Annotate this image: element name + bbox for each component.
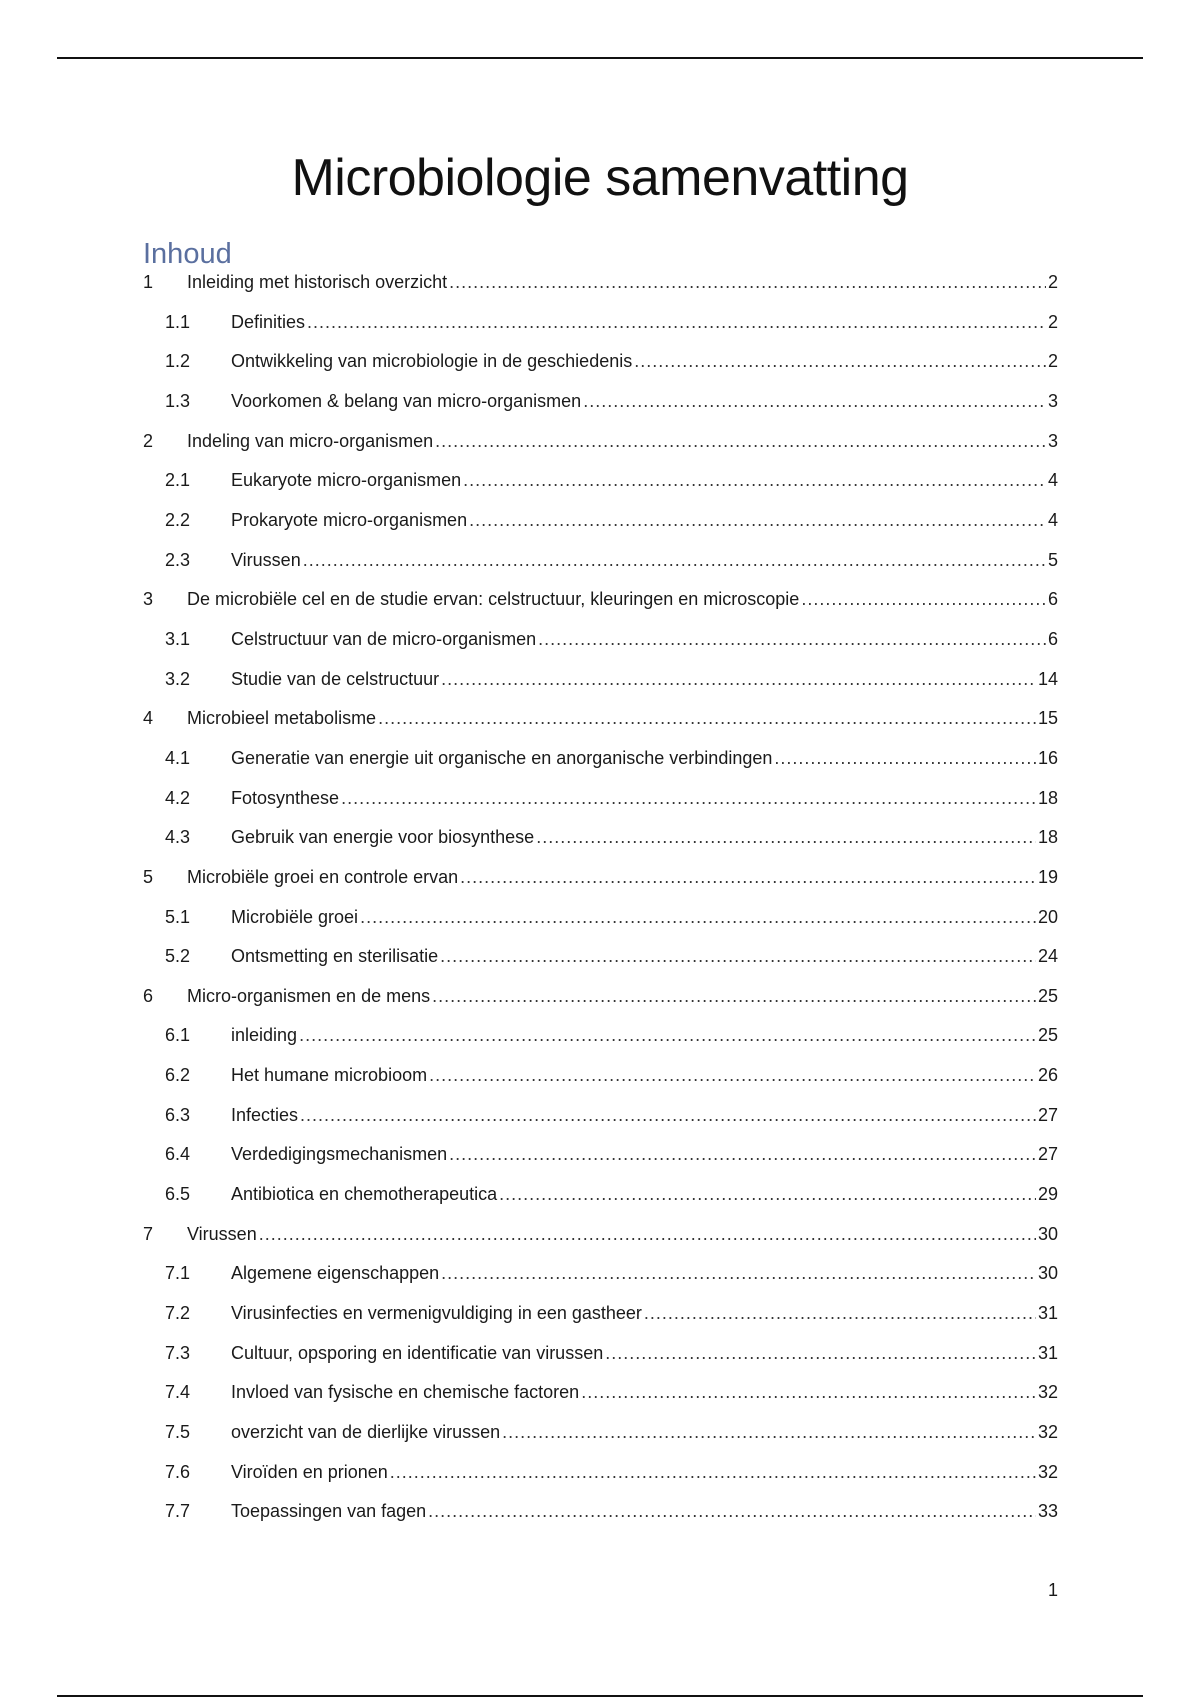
toc-dot-leader (360, 907, 1036, 928)
toc-dot-leader (583, 391, 1046, 412)
toc-entry-subsection[interactable] (143, 946, 1058, 986)
toc-entry-subsection[interactable] (143, 1065, 1058, 1105)
page-number: 1 (1047, 1580, 1058, 1600)
toc-entry-number: 6.3 (165, 1104, 191, 1125)
toc-entry-page: 31 (1037, 1303, 1058, 1324)
toc-entry-section[interactable] (143, 589, 1058, 629)
toc-dot-leader (634, 351, 1046, 372)
toc-entry-number: 7.5 (165, 1422, 191, 1443)
toc-dot-leader (429, 1065, 1036, 1086)
toc-entry-label: Prokaryote micro-organismen (231, 509, 468, 530)
toc-entry-number: 6 (143, 985, 154, 1006)
toc-entry-number: 2.2 (165, 509, 191, 530)
toc-entry-page: 32 (1037, 1422, 1058, 1443)
toc-dot-leader (469, 510, 1046, 531)
toc-entry-page: 20 (1037, 906, 1058, 927)
toc-dot-leader (307, 312, 1046, 333)
toc-entry-page: 30 (1037, 1223, 1058, 1244)
toc-entry-number: 6.2 (165, 1065, 191, 1086)
toc-dot-leader (300, 1105, 1036, 1126)
toc-entry-label: Verdedigingsmechanismen (231, 1144, 448, 1165)
toc-dot-leader (341, 788, 1036, 809)
toc-entry-page: 4 (1047, 509, 1058, 530)
toc-entry-number: 3.1 (165, 628, 191, 649)
toc-entry-subsection[interactable] (143, 470, 1058, 510)
toc-entry-number: 7.6 (165, 1461, 191, 1482)
toc-entry-section[interactable] (143, 272, 1058, 312)
toc-entry-page: 18 (1037, 787, 1058, 808)
toc-entry-label: Het humane microbioom (231, 1065, 428, 1086)
toc-dot-leader (605, 1343, 1036, 1364)
toc-entry-label: Ontsmetting en sterilisatie (231, 946, 439, 967)
toc-entry-number: 7.1 (165, 1263, 191, 1284)
toc-entry-subsection[interactable] (143, 1263, 1058, 1303)
toc-entry-number: 7.3 (165, 1342, 191, 1363)
toc-dot-leader (259, 1224, 1036, 1245)
toc-entry-number: 3.2 (165, 668, 191, 689)
toc-entry-label: Microbiële groei en controle ervan (187, 866, 459, 887)
toc-entry-number: 1.1 (165, 311, 191, 332)
toc-entry-label: Fotosynthese (231, 787, 340, 808)
toc-dot-leader (774, 748, 1036, 769)
toc-entry-number: 6.5 (165, 1184, 191, 1205)
toc-dot-leader (390, 1462, 1036, 1483)
toc-entry-page: 33 (1037, 1501, 1058, 1522)
toc-dot-leader (428, 1501, 1036, 1522)
toc-entry-number: 7.4 (165, 1382, 191, 1403)
toc-entry-label: Invloed van fysische en chemische factoren (231, 1382, 580, 1403)
toc-entry-page: 2 (1047, 311, 1058, 332)
toc-entry-number: 1.3 (165, 390, 191, 411)
toc-entry-subsection[interactable] (143, 550, 1058, 590)
toc-entry-subsection[interactable] (143, 1105, 1058, 1145)
toc-entry-subsection[interactable] (143, 312, 1058, 352)
toc-entry-subsection[interactable] (143, 669, 1058, 709)
toc-entry-number: 7.7 (165, 1501, 191, 1522)
toc-entry-page: 2 (1047, 272, 1058, 292)
toc-dot-leader (432, 986, 1036, 1007)
toc-dot-leader (303, 550, 1046, 571)
footer-rule (57, 1695, 1143, 1697)
toc-entry-subsection[interactable] (143, 1025, 1058, 1065)
toc-entry-number: 5 (143, 866, 154, 887)
toc-entry-page: 25 (1037, 985, 1058, 1006)
toc-entry-page: 32 (1037, 1382, 1058, 1403)
toc-entry-page: 16 (1037, 747, 1058, 768)
toc-entry-number: 7.2 (165, 1303, 191, 1324)
toc-entry-label: Studie van de celstructuur (231, 668, 440, 689)
toc-entry-page: 30 (1037, 1263, 1058, 1284)
toc-entry-label: Algemene eigenschappen (231, 1263, 440, 1284)
toc-entry-section[interactable] (143, 1224, 1058, 1264)
toc-entry-label: overzicht van de dierlijke virussen (231, 1422, 501, 1443)
toc-entry-section[interactable] (143, 867, 1058, 907)
toc-entry-subsection[interactable] (143, 351, 1058, 391)
toc-entry-page: 4 (1047, 470, 1058, 491)
toc-entry-label: Virussen (231, 549, 301, 570)
toc-entry-subsection[interactable] (143, 1462, 1058, 1502)
toc-entry-number: 7 (143, 1223, 154, 1244)
toc-entry-section[interactable] (143, 431, 1058, 471)
toc-entry-number: 5.1 (165, 906, 191, 927)
toc-entry-label: Micro-organismen en de mens (187, 985, 431, 1006)
toc-entry-label: Gebruik van energie voor biosynthese (231, 827, 535, 848)
toc-dot-leader (449, 1144, 1036, 1165)
toc-entry-label: Toepassingen van fagen (231, 1501, 427, 1522)
toc-entry-label: Infecties (231, 1104, 299, 1125)
toc-entry-subsection[interactable] (143, 788, 1058, 828)
toc-entry-subsection[interactable] (143, 1303, 1058, 1343)
toc-entry-page: 25 (1037, 1025, 1058, 1046)
toc-entry-page: 29 (1037, 1184, 1058, 1205)
toc-entry-subsection[interactable] (143, 1422, 1058, 1462)
toc-entry-label: Indeling van micro-organismen (187, 430, 434, 451)
toc-entry-number: 1 (143, 272, 154, 292)
toc-entry-page: 14 (1037, 668, 1058, 689)
toc-dot-leader (581, 1382, 1036, 1403)
toc-entry-label: inleiding (231, 1025, 298, 1046)
toc-entry-page: 15 (1037, 708, 1058, 729)
toc-entry-label: Definities (231, 311, 306, 332)
toc-dot-leader (536, 827, 1036, 848)
toc-dot-leader (538, 629, 1046, 650)
toc-entry-label: Microbiële groei (231, 906, 359, 927)
toc-entry-page: 5 (1047, 549, 1058, 570)
toc-entry-label: Eukaryote micro-organismen (231, 470, 462, 491)
toc-dot-leader (441, 669, 1036, 690)
toc-entry-label: Virusinfecties en vermenigvuldiging in een gastheer (231, 1303, 642, 1324)
toc-entry-label: Ontwikkeling van microbiologie in de geschiedenis (231, 351, 633, 372)
toc-entry-subsection[interactable] (143, 827, 1058, 867)
toc-entry-page: 27 (1037, 1104, 1058, 1125)
toc-entry-label: Voorkomen & belang van micro-organismen (231, 390, 582, 411)
header-rule (57, 57, 1143, 59)
toc-dot-leader (644, 1303, 1036, 1324)
toc-entry-subsection[interactable] (143, 1343, 1058, 1383)
toc-entry-number: 2.3 (165, 549, 191, 570)
toc-entry-page: 3 (1047, 390, 1058, 411)
toc-entry-subsection[interactable] (143, 391, 1058, 431)
toc-entry-label: Inleiding met historisch overzicht (187, 272, 448, 292)
toc-entry-subsection[interactable] (143, 629, 1058, 669)
toc-entry-number: 4.2 (165, 787, 191, 808)
toc-entry-page: 31 (1037, 1342, 1058, 1363)
toc-entry-number: 6.4 (165, 1144, 191, 1165)
toc-dot-leader (801, 589, 1046, 610)
toc-entry-page: 32 (1037, 1461, 1058, 1482)
toc-entry-section[interactable] (143, 986, 1058, 1026)
toc-dot-leader (441, 1263, 1036, 1284)
toc-entry-number: 5.2 (165, 946, 191, 967)
toc-entry-page: 2 (1047, 351, 1058, 372)
toc-entry-subsection[interactable] (143, 907, 1058, 947)
toc-entry-number: 4.1 (165, 747, 191, 768)
toc-entry-label: Microbieel metabolisme (187, 708, 377, 729)
toc-entry-label: Generatie van energie uit organische en anorganische verbindingen (231, 747, 773, 768)
toc-entry-number: 4 (143, 708, 154, 729)
toc-entry-page: 19 (1037, 866, 1058, 887)
toc-entry-number: 2.1 (165, 470, 191, 491)
toc-entry-page: 3 (1047, 430, 1058, 451)
toc-entry-number: 3 (143, 589, 154, 610)
toc-entry-subsection[interactable] (143, 1144, 1058, 1184)
toc-entry-label: Antibiotica en chemotherapeutica (231, 1184, 498, 1205)
toc-dot-leader (449, 272, 1046, 293)
toc-entry-number: 1.2 (165, 351, 191, 372)
table-of-contents (143, 272, 1058, 1541)
toc-dot-leader (499, 1184, 1036, 1205)
toc-dot-leader (299, 1025, 1036, 1046)
toc-entry-page: 27 (1037, 1144, 1058, 1165)
toc-dot-leader (435, 431, 1046, 452)
toc-heading: Inhoud (143, 238, 232, 270)
toc-entry-label: Virussen (187, 1223, 257, 1244)
toc-entry-label: Cultuur, opsporing en identificatie van virussen (231, 1342, 604, 1363)
toc-dot-leader (378, 708, 1036, 729)
toc-entry-page: 26 (1037, 1065, 1058, 1086)
toc-entry-page: 6 (1047, 589, 1058, 610)
document-title: Microbiologie samenvatting (291, 149, 909, 207)
toc-entry-page: 24 (1037, 946, 1058, 967)
toc-entry-label: De microbiële cel en de studie ervan: celstructuur, kleuringen en microscopie (187, 589, 800, 610)
toc-entry-subsection[interactable] (143, 1382, 1058, 1422)
toc-entry-subsection[interactable] (143, 510, 1058, 550)
toc-entry-page: 18 (1037, 827, 1058, 848)
toc-entry-label: Viroïden en prionen (231, 1461, 388, 1482)
toc-entry-number: 2 (143, 430, 154, 451)
toc-entry-subsection[interactable] (143, 1184, 1058, 1224)
toc-dot-leader (463, 470, 1046, 491)
toc-dot-leader (502, 1422, 1036, 1443)
toc-entry-number: 4.3 (165, 827, 191, 848)
toc-dot-leader (460, 867, 1036, 888)
toc-entry-subsection[interactable] (143, 748, 1058, 788)
toc-entry-section[interactable] (143, 708, 1058, 748)
toc-entry-label: Celstructuur van de micro-organismen (231, 628, 537, 649)
toc-entry-page: 6 (1047, 628, 1058, 649)
toc-dot-leader (440, 946, 1036, 967)
toc-entry-number: 6.1 (165, 1025, 191, 1046)
toc-entry-subsection[interactable] (143, 1501, 1058, 1541)
